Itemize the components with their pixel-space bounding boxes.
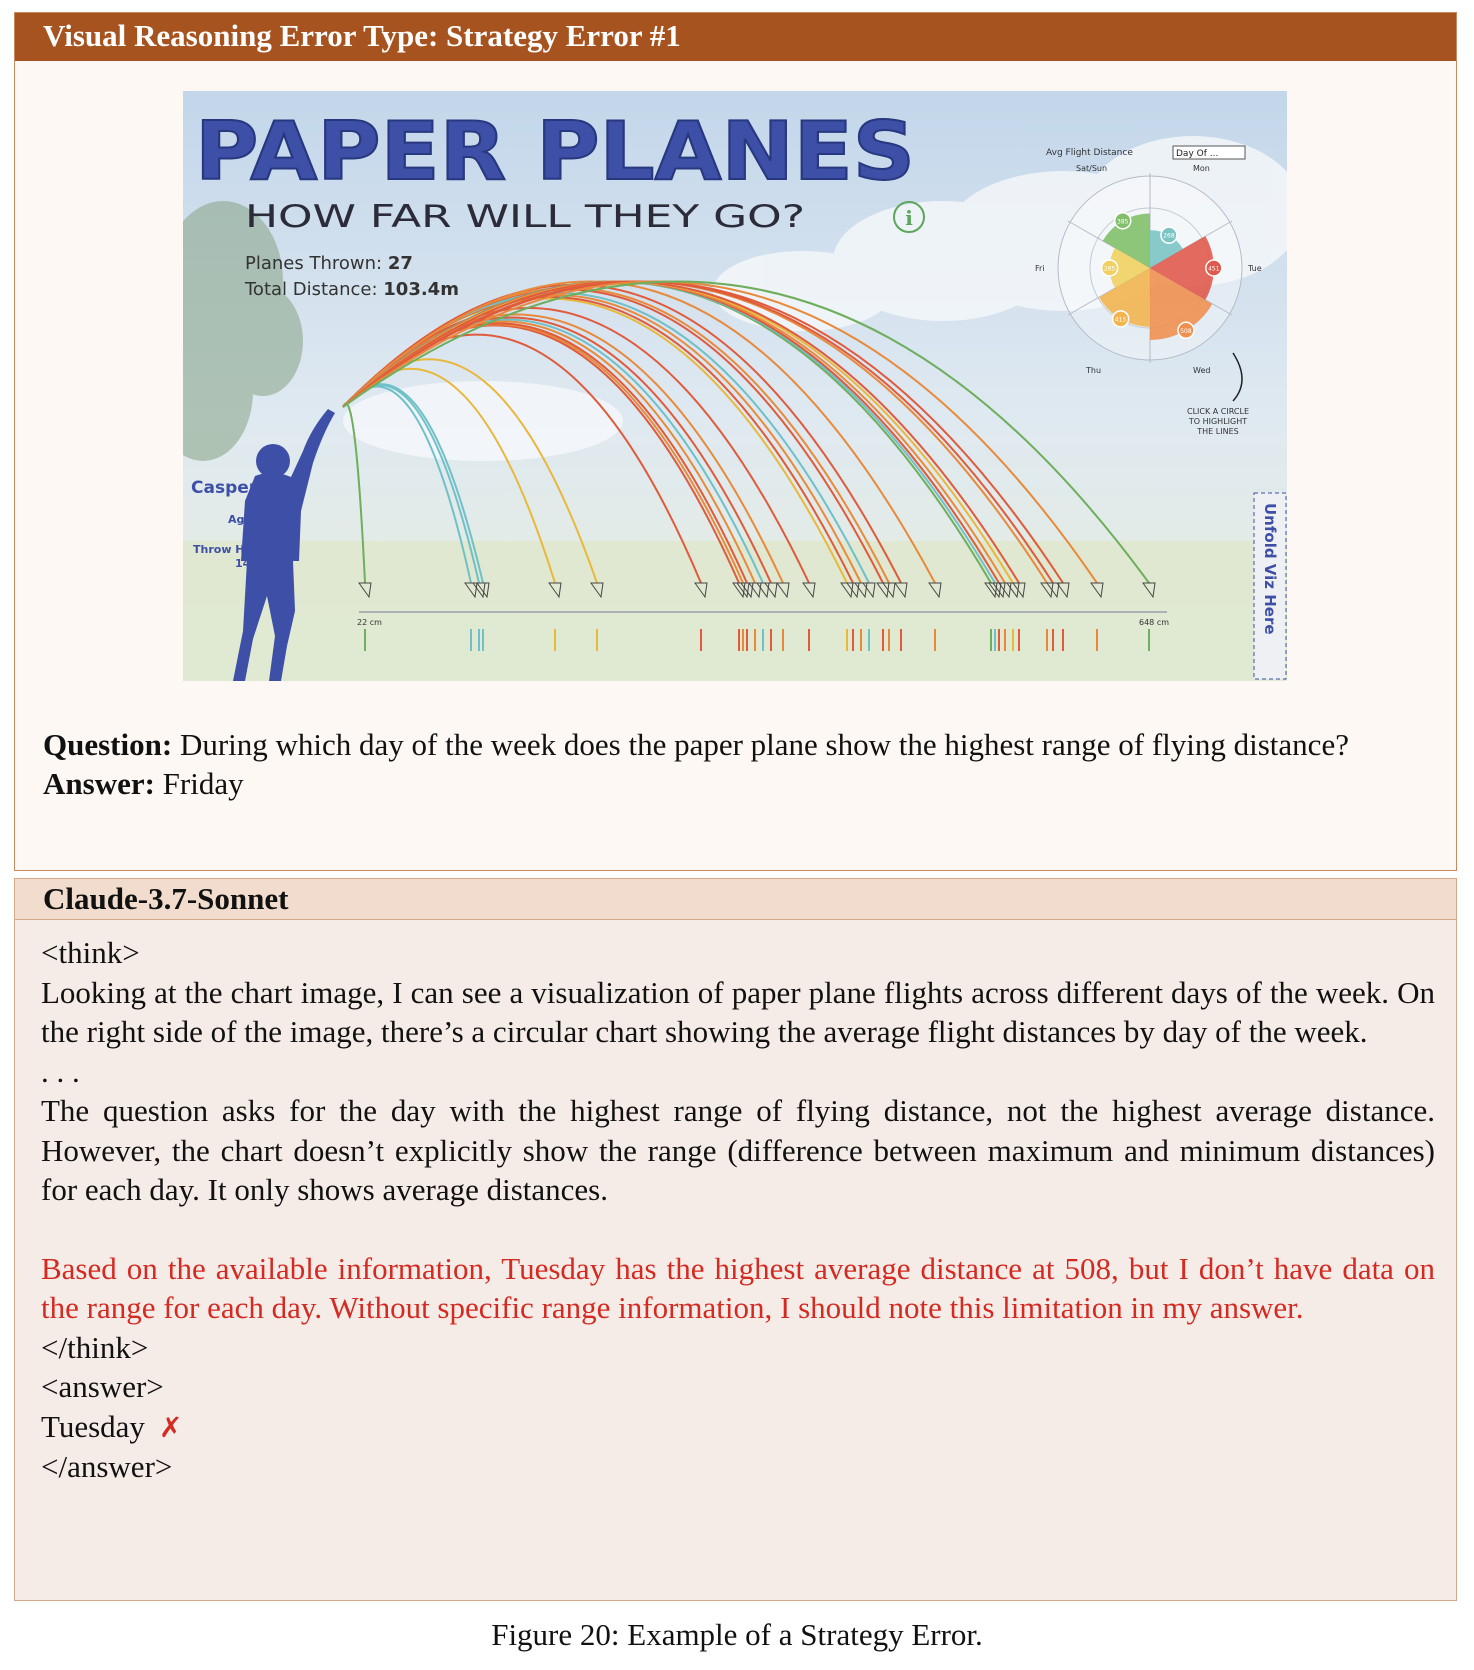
model-answer-line xyxy=(41,1407,1435,1448)
thrower-age: Age 10 xyxy=(228,513,271,526)
wrong-mark-icon: ✗ xyxy=(158,1410,183,1444)
answer xyxy=(43,764,1433,803)
grass xyxy=(183,541,1287,681)
question-text: During which day of the week does the paper plane show the highest range of flying distance? xyxy=(179,727,1349,762)
model-response xyxy=(41,933,1435,1487)
radial-value-mon: 451 xyxy=(1208,265,1220,273)
svg-text:TO HIGHLIGHT: TO HIGHLIGHT xyxy=(1188,417,1248,426)
answer-close-tag: </answer> xyxy=(41,1449,173,1484)
day-label-thu: Thu xyxy=(1086,366,1102,375)
answer-label: Answer: xyxy=(43,766,155,801)
throw-height-value: 140cm xyxy=(235,557,276,570)
model-header: Claude-3.7-Sonnet xyxy=(15,879,1456,920)
day-dropdown-value: Day Of ... xyxy=(1176,149,1219,159)
response-error-paragraph: Based on the available information, Tuesday has the highest average distance at 508, but I don’t have data on the range for each day. Without specific range information, I should note this limitation in my answer. xyxy=(41,1250,1435,1325)
day-label-tue: Tue xyxy=(1248,264,1262,273)
axis-max-label: 648 cm xyxy=(1139,618,1170,627)
day-label-satsun: Sat/Sun xyxy=(1076,164,1108,173)
radial-value-wed: 415 xyxy=(1114,316,1127,324)
viz-subtitle: HOW FAR WILL THEY GO? xyxy=(245,199,805,235)
think-close-tag: </think> xyxy=(41,1329,149,1365)
axis-min-label: 22 cm xyxy=(357,618,382,627)
viz-title: PAPER PLANES xyxy=(195,105,916,198)
paper-planes-visualization xyxy=(183,91,1287,681)
throw-height-label: Throw Height xyxy=(193,543,277,556)
example-panel xyxy=(14,12,1457,871)
viz-svg xyxy=(183,91,1287,681)
figure-caption: Figure 20: Example of a Strategy Error. xyxy=(491,1617,983,1652)
avg-flight-label: Avg Flight Distance xyxy=(1046,148,1133,158)
radial-value-tue: 508 xyxy=(1180,327,1192,335)
info-glyph: i xyxy=(905,206,913,230)
answer-open-tag: <answer> xyxy=(41,1369,164,1404)
radial-value-fri: 385 xyxy=(1117,218,1129,226)
answer-text: Friday xyxy=(162,766,244,801)
question xyxy=(43,725,1433,764)
think-open-tag: <think> xyxy=(41,935,140,970)
radial-value-satsun: 268 xyxy=(1163,232,1175,240)
response-paragraph-2: The question asks for the day with the highest range of flying distance, not the highest average distance. However, the chart doesn’t explicitly show the range (difference between maximum and minimum distances) for each day. It only shows average distances. xyxy=(41,1093,1435,1207)
question-answer-block xyxy=(43,725,1433,803)
radial-value-thu: 285 xyxy=(1103,265,1116,273)
day-label-mon: Mon xyxy=(1193,164,1210,173)
model-response-panel xyxy=(14,878,1457,1601)
question-label: Question: xyxy=(43,727,173,762)
response-ellipsis: . . . xyxy=(41,1053,80,1089)
model-answer-value: Tuesday xyxy=(41,1408,145,1444)
total-distance: Total Distance: 103.4m xyxy=(245,279,459,300)
svg-text:THE LINES: THE LINES xyxy=(1197,427,1239,436)
day-label-fri: Fri xyxy=(1035,264,1045,273)
svg-text:CLICK A CIRCLE: CLICK A CIRCLE xyxy=(1187,407,1249,416)
error-type-header: Visual Reasoning Error Type: Strategy Error #1 xyxy=(15,13,1456,61)
unfold-viz-label: Unfold Viz Here xyxy=(1261,503,1279,635)
response-spacer xyxy=(41,1210,1435,1249)
response-paragraph-1: Looking at the chart image, I can see a visualization of paper plane flights across different days of the week. On the right side of the image, there’s a circular chart showing the average flight distances by day of the week. xyxy=(41,974,1435,1049)
thrower-name: Casper xyxy=(191,478,258,498)
planes-thrown: Planes Thrown: 27 xyxy=(245,253,413,274)
day-label-wed: Wed xyxy=(1193,366,1211,375)
